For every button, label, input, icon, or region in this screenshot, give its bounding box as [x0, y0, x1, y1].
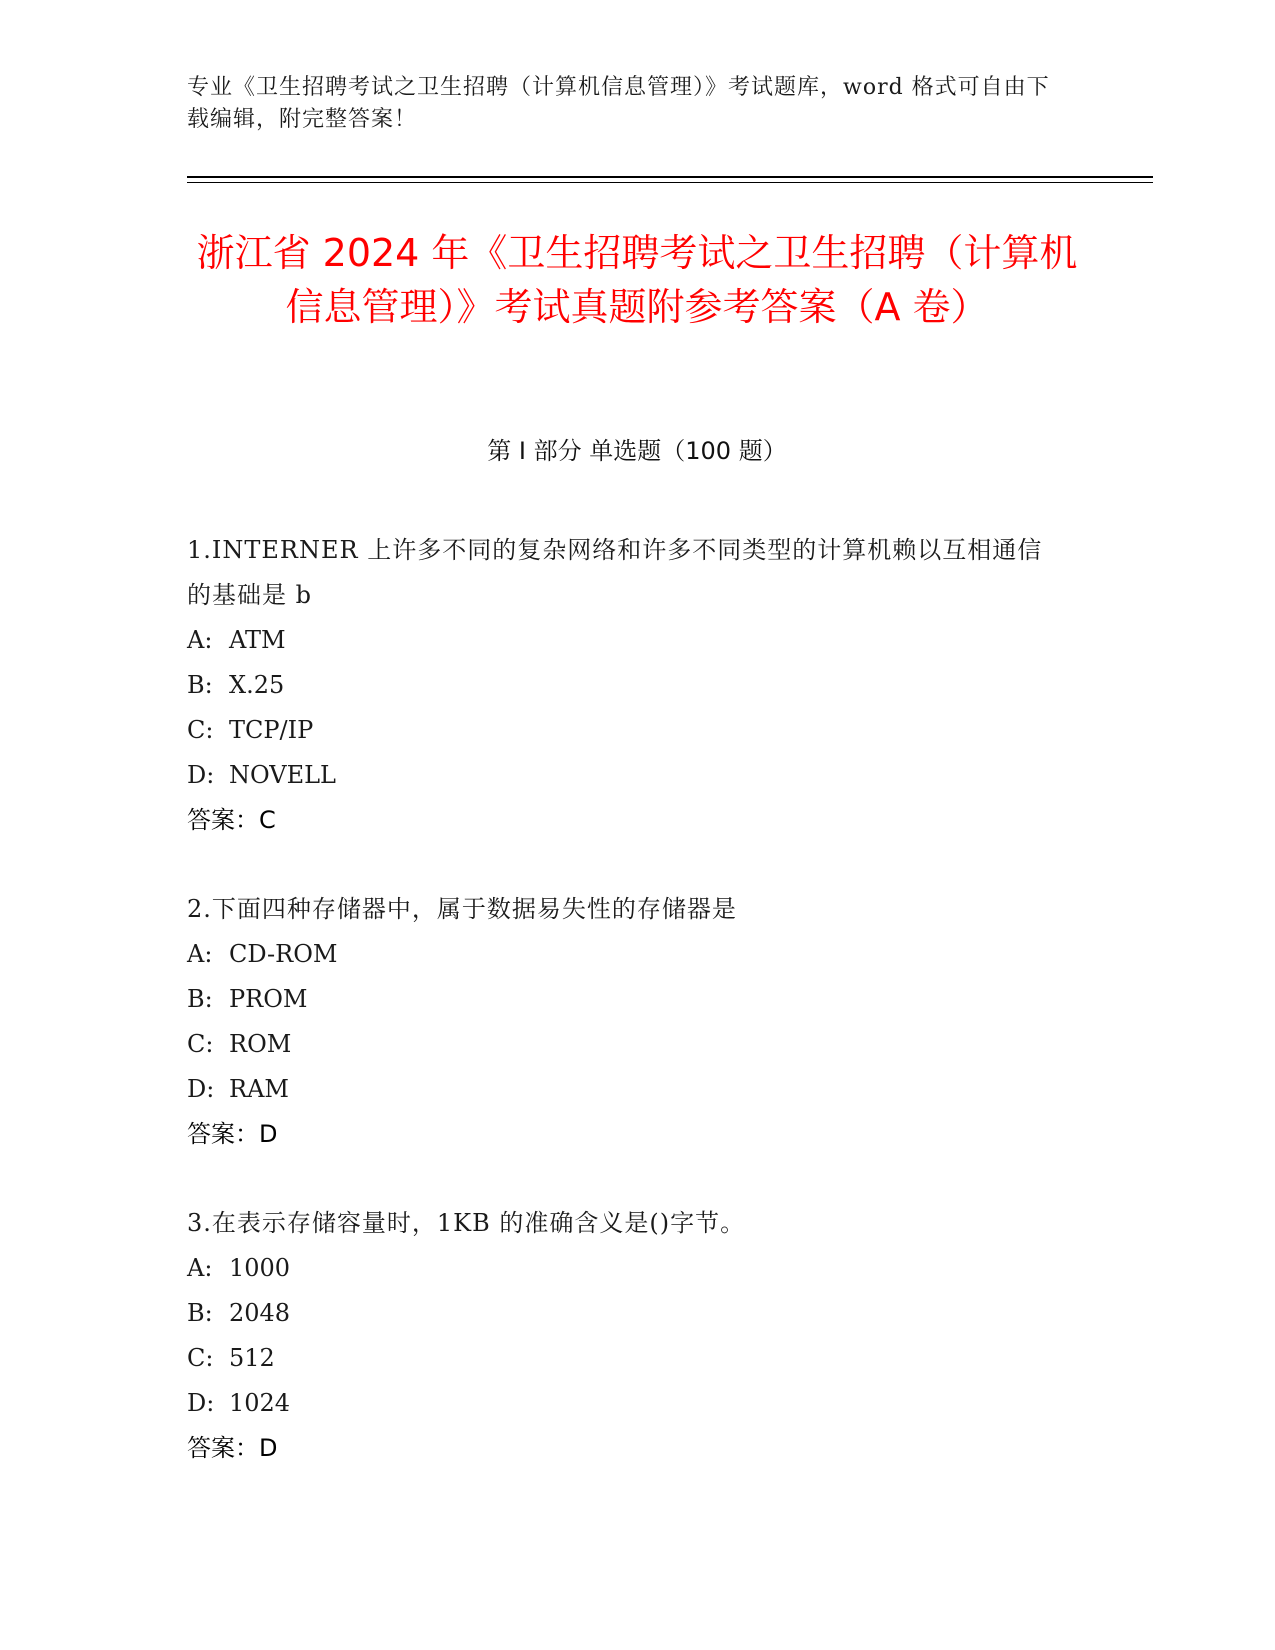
option-text: ATM — [229, 626, 286, 654]
option-letter: D: — [187, 1075, 215, 1103]
option-c — [187, 1336, 1067, 1381]
option-text: CD-ROM — [229, 940, 338, 968]
option-text: 1024 — [229, 1389, 291, 1417]
option-letter: C: — [187, 1030, 214, 1058]
answer-label: 答案：C — [187, 806, 276, 834]
question-1 — [187, 528, 1067, 843]
option-a — [187, 932, 1067, 977]
question-3 — [187, 1201, 1067, 1471]
question-stem: 3.在表示存储容量时，1KB 的准确含义是()字节。 — [187, 1209, 746, 1237]
option-letter: B: — [187, 1299, 213, 1327]
question-stem: 1.INTERNER 上许多不同的复杂网络和许多不同类型的计算机赖以互相通信的基础是 b — [187, 536, 1043, 609]
header-divider-thick — [187, 176, 1153, 178]
option-c — [187, 1022, 1067, 1067]
option-a — [187, 618, 1067, 663]
option-letter: B: — [187, 671, 213, 699]
option-text: NOVELL — [229, 761, 336, 789]
option-text: PROM — [229, 985, 308, 1013]
option-text: 512 — [229, 1344, 275, 1372]
header-divider-thin — [187, 182, 1153, 183]
option-d — [187, 753, 1067, 798]
option-text: 2048 — [229, 1299, 291, 1327]
option-a — [187, 1246, 1067, 1291]
option-letter: C: — [187, 1344, 214, 1372]
option-letter: D: — [187, 761, 215, 789]
document-title: 浙江省 2024 年《卫生招聘考试之卫生招聘（计算机信息管理）》考试真题附参考答案（A 卷） — [196, 231, 1078, 329]
answer-label: 答案：D — [187, 1120, 278, 1148]
option-letter: B: — [187, 985, 213, 1013]
question-list — [187, 528, 1067, 1515]
section-heading: 第 I 部分 单选题（100 题） — [487, 437, 787, 465]
option-letter: D: — [187, 1389, 215, 1417]
option-d — [187, 1067, 1067, 1112]
header-note: 专业《卫生招聘考试之卫生招聘（计算机信息管理）》考试题库，word 格式可自由下载编辑，附完整答案！ — [187, 75, 1050, 132]
question-stem: 2.下面四种存储器中，属于数据易失性的存储器是 — [187, 895, 737, 923]
option-b — [187, 1291, 1067, 1336]
option-letter: A: — [187, 626, 213, 654]
option-d — [187, 1381, 1067, 1426]
answer-label: 答案：D — [187, 1434, 278, 1462]
option-letter: C: — [187, 716, 214, 744]
option-text: ROM — [229, 1030, 292, 1058]
option-text: TCP/IP — [229, 716, 314, 744]
option-text: X.25 — [229, 671, 285, 699]
option-letter: A: — [187, 1254, 213, 1282]
option-b — [187, 977, 1067, 1022]
option-b — [187, 663, 1067, 708]
option-c — [187, 708, 1067, 753]
option-text: RAM — [229, 1075, 289, 1103]
option-text: 1000 — [229, 1254, 291, 1282]
question-2 — [187, 887, 1067, 1157]
option-letter: A: — [187, 940, 213, 968]
